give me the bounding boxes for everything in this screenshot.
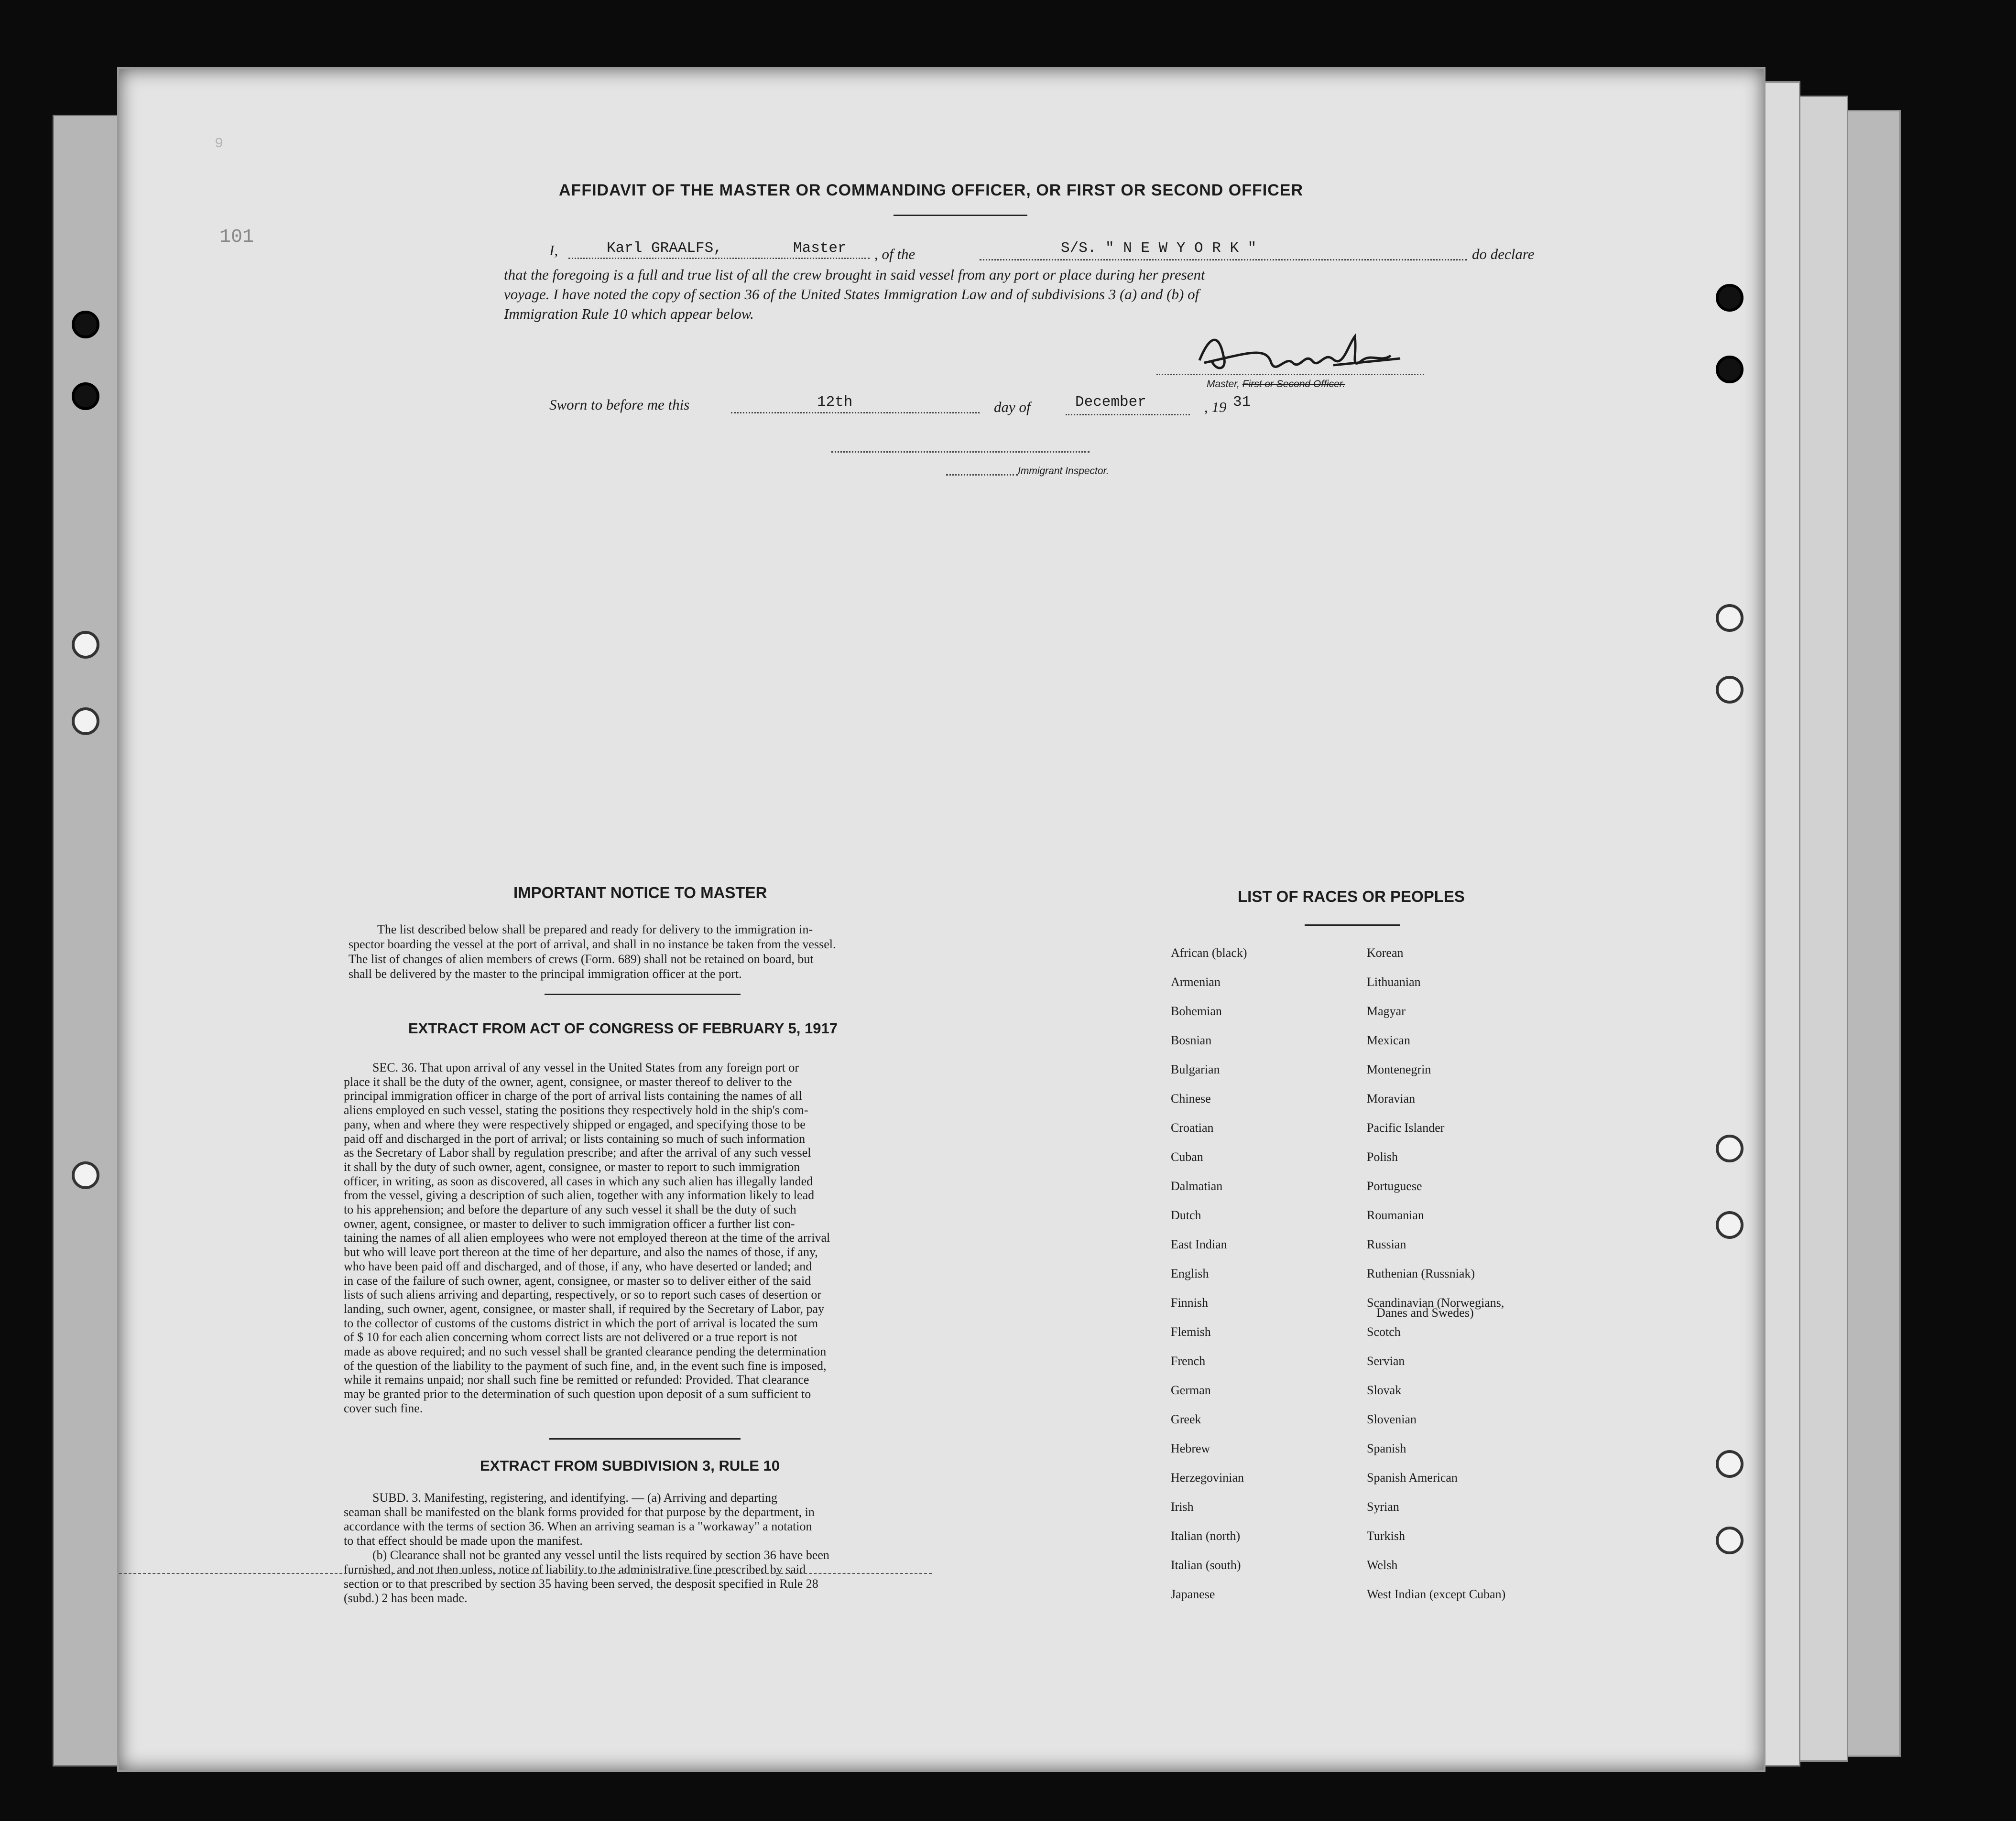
- punch-hole: [1716, 1135, 1744, 1162]
- act-line: from the vessel, giving a description of such alien, together with any information likely to lead: [344, 1188, 815, 1203]
- affidavit-line-1: that the foregoing is a full and true list of all the crew brought in said vessel from any port or place during her present: [504, 266, 1205, 283]
- race-item: Slovak: [1367, 1383, 1402, 1397]
- act-line: but who will leave port thereon at the time of her departure, and also the names of those, if any,: [344, 1245, 818, 1259]
- act-divider: [549, 1438, 741, 1440]
- act-line: while it remains unpaid; nor shall such fine be remitted or refunded: Provided. That clearance: [344, 1373, 809, 1387]
- vessel-name: S/S. " N E W Y O R K ": [1061, 240, 1257, 257]
- act-line: it shall by the duty of such owner, agent, consignee, or master to report to such immigration: [344, 1160, 800, 1174]
- act-line: cover such fine.: [344, 1401, 423, 1415]
- year-prefix: , 19: [1204, 399, 1227, 415]
- punch-hole: [1716, 604, 1744, 632]
- race-item: Armenian: [1171, 975, 1220, 989]
- inspector-caption: Immigrant Inspector.: [1018, 466, 1109, 477]
- vessel-line: [980, 259, 1467, 260]
- race-item: Magyar: [1367, 1004, 1406, 1018]
- race-item: West Indian (except Cuban): [1367, 1587, 1506, 1601]
- declarant-prefix: I,: [549, 242, 558, 259]
- title-underline: [894, 215, 1027, 216]
- inspector-line: [831, 451, 1090, 453]
- act-line: of $ 10 for each alien concerning whom correct lists are not delivered or a true report is not: [344, 1330, 797, 1344]
- act-line: to his apprehension; and before the departure of any such vessel it shall be the duty of such: [344, 1203, 796, 1217]
- race-item: Hebrew: [1171, 1442, 1210, 1455]
- race-item: Cuban: [1171, 1150, 1203, 1164]
- name-line: [568, 258, 870, 259]
- act-extract-text: [344, 1061, 941, 1416]
- race-item: Bohemian: [1171, 1004, 1222, 1018]
- binder-hole: [72, 1161, 99, 1189]
- act-line: paid off and discharged in the port of arrival; or lists containing so much of such information: [344, 1131, 806, 1146]
- master-name: Karl GRAALFS,: [607, 240, 722, 257]
- race-item: French: [1171, 1354, 1206, 1368]
- affidavit-title: AFFIDAVIT OF THE MASTER OR COMMANDING OFFICER, OR FIRST OR SECOND OFFICER: [559, 181, 1303, 199]
- races-title: LIST OF RACES OR PEOPLES: [1238, 888, 1465, 905]
- declare-label: do declare: [1472, 246, 1535, 262]
- act-extract-title: EXTRACT FROM ACT OF CONGRESS OF FEBRUARY 5, 1917: [408, 1020, 838, 1037]
- binder-hole: [72, 631, 99, 659]
- race-item: Dalmatian: [1171, 1179, 1223, 1193]
- act-line: made as above required; and no such vessel shall be granted clearance pending the determination: [344, 1344, 827, 1359]
- race-item: Welsh: [1367, 1558, 1398, 1572]
- affidavit-page: [117, 67, 1765, 1772]
- notice-title: IMPORTANT NOTICE TO MASTER: [513, 884, 767, 901]
- act-line: officer, in writing, as soon as discovered, all cases in which any such alien has illegally landed: [344, 1174, 813, 1188]
- race-item: Italian (north): [1171, 1529, 1241, 1543]
- act-line: aliens employed en such vessel, stating the positions they respectively hold in the ship's com-: [344, 1103, 808, 1117]
- sworn-day: 12th: [817, 394, 853, 411]
- race-item: Irish: [1171, 1500, 1194, 1514]
- race-item: English: [1171, 1267, 1209, 1280]
- race-item: German: [1171, 1383, 1211, 1397]
- act-line: landing, such owner, agent, consignee, or master shall, if required by the Secretary of Labor, pay: [344, 1301, 825, 1316]
- race-item: Croatian: [1171, 1121, 1214, 1135]
- rule-line: section or to that prescribed by section 35 having been served, the desposit specified in Rule 28: [344, 1577, 818, 1591]
- race-item: Pacific Islander: [1367, 1121, 1445, 1135]
- race-item: Italian (south): [1171, 1558, 1241, 1572]
- race-item: Syrian: [1367, 1500, 1399, 1514]
- act-line: owner, agent, consignee, or master to deliver to such immigration officer a further list con-: [344, 1216, 795, 1231]
- notice-text: [349, 922, 941, 981]
- signature-caption: [1207, 379, 1345, 390]
- act-line: to the collector of customs of the customs district in which the port of arrival is located the sum: [344, 1316, 818, 1330]
- race-item: Russian: [1367, 1237, 1406, 1251]
- notice-line: The list of changes of alien members of crews (Form. 689) shall not be retained on board, but: [349, 952, 814, 966]
- race-item: Bosnian: [1171, 1033, 1212, 1047]
- act-line: principal immigration officer in charge of the port of arrival lists containing the names of all: [344, 1089, 802, 1103]
- race-item: Spanish: [1367, 1442, 1406, 1455]
- act-line: who have been paid off and discharged, and of those, if any, who have deserted or landed; and: [344, 1259, 812, 1273]
- act-line: in case of the failure of such owner, agent, consignee, or master so to deliver either of the said: [344, 1273, 811, 1288]
- signature-line: [1156, 374, 1424, 375]
- race-item: Spanish American: [1367, 1471, 1458, 1485]
- race-item: African (black): [1171, 946, 1247, 960]
- binder-hole: [72, 382, 99, 410]
- inspector-line-2: [946, 474, 1018, 476]
- notice-line: spector boarding the vessel at the port of arrival, and shall in no instance be taken from the vessel.: [349, 937, 836, 951]
- race-item: Japanese: [1171, 1587, 1215, 1601]
- rule-extract-text: [344, 1491, 941, 1605]
- corner-mark: 9: [215, 136, 224, 152]
- notice-line: shall be delivered by the master to the principal immigration officer at the port.: [349, 967, 742, 981]
- affidavit-line-3: Immigration Rule 10 which appear below.: [504, 305, 754, 322]
- race-item: Montenegrin: [1367, 1062, 1431, 1076]
- sworn-year: 31: [1233, 394, 1251, 411]
- binder-hole: [72, 311, 99, 338]
- race-item: Moravian: [1367, 1092, 1416, 1106]
- binder-hole: [72, 707, 99, 735]
- race-item: East Indian: [1171, 1237, 1227, 1251]
- sworn-month: December: [1075, 394, 1146, 411]
- punch-hole: [1716, 356, 1744, 383]
- notice-divider: [545, 994, 741, 995]
- punch-hole: [1716, 676, 1744, 704]
- race-item: Scotch: [1367, 1325, 1401, 1339]
- rule-line: (b) Clearance shall not be granted any vessel until the lists required by section 36 have been: [372, 1548, 829, 1562]
- sworn-day-line: [731, 412, 980, 413]
- punch-hole: [1716, 284, 1744, 312]
- day-of-label: day of: [994, 399, 1031, 415]
- signature-caption-master: Master,: [1207, 379, 1240, 390]
- race-item: Korean: [1367, 946, 1404, 960]
- punch-hole: [1716, 1211, 1744, 1239]
- race-item: Servian: [1367, 1354, 1405, 1368]
- act-line: place it shall be the duty of the owner, agent, consignee, or master thereof to deliver to the: [344, 1074, 792, 1089]
- dotted-margin-line: [119, 1573, 932, 1574]
- act-line: may be granted prior to the determination of such question upon deposit of a sum sufficient to: [344, 1387, 811, 1401]
- month-line: [1066, 414, 1190, 415]
- sworn-label: Sworn to before me this: [549, 396, 690, 413]
- races-underline: [1305, 924, 1400, 926]
- rule-line: (subd.) 2 has been made.: [344, 1591, 468, 1605]
- act-line: pany, when and where they were respectively shipped or engaged, and specifying those to be: [344, 1117, 806, 1131]
- of-the-label: , of the: [874, 246, 915, 262]
- race-item: Turkish: [1367, 1529, 1405, 1543]
- race-item: Bulgarian: [1171, 1062, 1220, 1076]
- act-line: as the Secretary of Labor shall by regulation prescribe; and after the arrival of any such vessel: [344, 1146, 811, 1160]
- rule-line: accordance with the terms of section 36. When an arriving seaman is a "workaway" a notation: [344, 1519, 812, 1533]
- race-item: Mexican: [1367, 1033, 1410, 1047]
- race-item: Greek: [1171, 1412, 1201, 1426]
- rule-line: to that effect should be made upon the manifest.: [344, 1534, 583, 1548]
- notice-line: The list described below shall be prepared and ready for delivery to the immigration in-: [377, 922, 813, 936]
- races-right-column: [1367, 946, 1505, 1616]
- act-line: of the question of the liability to the payment of such fine, and, in the event such fine is imposed,: [344, 1358, 827, 1373]
- race-item: Ruthenian (Russniak): [1367, 1267, 1475, 1280]
- race-item: Portuguese: [1367, 1179, 1422, 1193]
- punch-hole: [1716, 1527, 1744, 1554]
- race-item: Scandinavian (Norwegians,: [1367, 1296, 1504, 1310]
- stamp-number: 101: [219, 227, 254, 248]
- rule-line: seaman shall be manifested on the blank forms provided for that purpose by the department, in: [344, 1505, 815, 1519]
- rule-line: furnished, and not then unless, notice of liability to the administrative fine prescribed by said: [344, 1562, 806, 1576]
- act-line: lists of such aliens arriving and departing, respectively, or so to report such cases of desertion or: [344, 1288, 822, 1302]
- punch-hole: [1716, 1450, 1744, 1478]
- race-item: Finnish: [1171, 1296, 1209, 1310]
- race-item: Herzegovinian: [1171, 1471, 1244, 1485]
- race-item: Dutch: [1171, 1208, 1201, 1222]
- signature-caption-struck: First or Second Officer.: [1242, 379, 1345, 390]
- act-line: taining the names of all alien employees who were not employed thereon at the time of the arrival: [344, 1231, 830, 1245]
- race-item-continuation: Danes and Swedes): [1376, 1306, 1474, 1320]
- act-line: SEC. 36. That upon arrival of any vessel in the United States from any foreign port or: [372, 1061, 799, 1074]
- race-item: Flemish: [1171, 1325, 1211, 1339]
- races-left-column: [1171, 946, 1247, 1616]
- race-item: Slovenian: [1367, 1412, 1417, 1426]
- race-item: Chinese: [1171, 1092, 1211, 1106]
- rule-extract-title: EXTRACT FROM SUBDIVISION 3, RULE 10: [480, 1457, 780, 1474]
- race-item: Lithuanian: [1367, 975, 1421, 989]
- race-item: Polish: [1367, 1150, 1398, 1164]
- race-item: Roumanian: [1367, 1208, 1424, 1222]
- rule-line: SUBD. 3. Manifesting, registering, and identifying. — (a) Arriving and departing: [372, 1491, 778, 1505]
- master-rank: Master: [793, 240, 847, 257]
- affidavit-line-2: voyage. I have noted the copy of section 36 of the United States Immigration Law and of subdivisions 3 (a) and (b) of: [504, 286, 1199, 303]
